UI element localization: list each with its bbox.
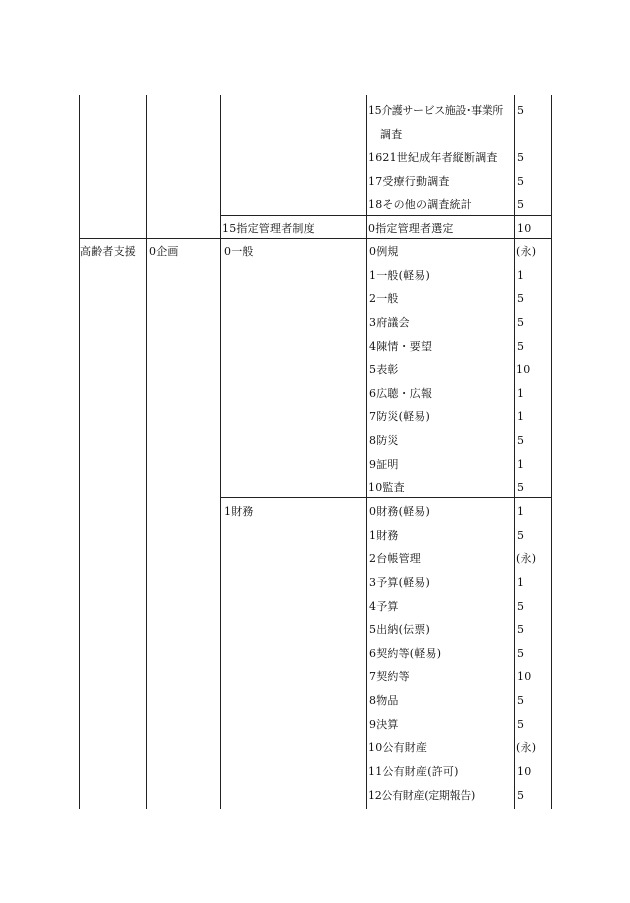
- item-cell: 18その他の調査統計: [368, 198, 472, 211]
- item-cell-continued: 調査: [380, 128, 403, 141]
- period-cell: 1: [517, 269, 525, 282]
- period-cell: 1: [517, 576, 525, 589]
- period-cell: 1: [517, 458, 525, 471]
- period-cell: (永): [516, 552, 537, 565]
- period-cell: 5: [517, 694, 525, 707]
- item-cell: 17受療行動調査: [368, 175, 450, 188]
- row-rule-section-15: [220, 215, 551, 216]
- period-cell: 5: [517, 198, 525, 211]
- column-rule-category: [146, 95, 147, 809]
- item-cell: 10監査: [368, 481, 405, 494]
- period-cell: 5: [517, 647, 525, 660]
- item-cell: 9証明: [369, 458, 399, 471]
- item-cell: 9決算: [369, 718, 399, 731]
- item-cell: 1621世紀成年者縦断調査: [368, 151, 498, 164]
- row-rule-section-1: [220, 497, 551, 498]
- period-cell: 5: [517, 104, 525, 117]
- item-cell: 3予算(軽易): [369, 576, 430, 589]
- period-cell: 10: [516, 363, 531, 376]
- column-rule-subcategory: [220, 95, 221, 809]
- item-cell: 5表彰: [369, 363, 399, 376]
- item-cell: 5出納(伝票): [369, 623, 430, 636]
- item-cell: 2一般: [369, 292, 399, 305]
- period-cell: 10: [517, 765, 532, 778]
- period-cell: 5: [517, 481, 525, 494]
- item-cell: 11公有財産(許可): [368, 765, 459, 778]
- item-cell: 12公有財産(定期報告): [368, 789, 475, 802]
- period-cell: 5: [517, 292, 525, 305]
- middle-category-cell: 0一般: [224, 245, 254, 258]
- period-cell: 5: [517, 434, 525, 447]
- item-cell: 4予算: [369, 600, 399, 613]
- item-cell: 3府議会: [369, 316, 410, 329]
- item-cell: 15介護サービス施設･事業所: [368, 104, 503, 117]
- item-cell: 8物品: [369, 694, 399, 707]
- period-cell: 10: [517, 222, 532, 235]
- item-cell: 8防災: [369, 434, 399, 447]
- item-cell: 1一般(軽易): [369, 269, 430, 282]
- column-rule-left: [79, 95, 80, 809]
- item-cell: 4陳情・要望: [369, 340, 433, 353]
- middle-category-cell: 1財務: [224, 505, 254, 518]
- period-cell: 5: [517, 151, 525, 164]
- period-cell: 1: [517, 387, 525, 400]
- item-cell: 7防災(軽易): [369, 410, 430, 423]
- row-rule-category: [79, 238, 551, 239]
- period-cell: 5: [517, 718, 525, 731]
- item-cell: 2台帳管理: [369, 552, 421, 565]
- item-cell: 0指定管理者選定: [368, 222, 454, 235]
- item-cell: 6契約等(軽易): [369, 647, 442, 660]
- item-cell: 6広聴・広報: [369, 387, 433, 400]
- column-rule-middle: [366, 95, 367, 809]
- item-cell: 0財務(軽易): [369, 505, 430, 518]
- period-cell: 1: [517, 410, 525, 423]
- period-cell: 5: [517, 529, 525, 542]
- item-cell: 1財務: [369, 529, 399, 542]
- middle-category-cell: 15指定管理者制度: [222, 222, 315, 235]
- period-cell: 5: [517, 600, 525, 613]
- column-rule-right: [551, 95, 552, 809]
- period-cell: 5: [517, 623, 525, 636]
- item-cell: 7契約等: [369, 670, 410, 683]
- period-cell: 10: [517, 670, 532, 683]
- period-cell: 5: [517, 175, 525, 188]
- subcategory-cell: 0企画: [149, 245, 179, 258]
- period-cell: 1: [517, 505, 525, 518]
- period-cell: 5: [517, 340, 525, 353]
- period-cell: (永): [516, 741, 537, 754]
- column-rule-item: [514, 95, 515, 809]
- period-cell: 5: [517, 316, 525, 329]
- period-cell: 5: [517, 789, 525, 802]
- category-cell: 高齢者支援: [80, 245, 136, 258]
- item-cell: 10公有財産: [368, 741, 428, 754]
- item-cell: 0例規: [369, 245, 399, 258]
- period-cell: (永): [516, 245, 537, 258]
